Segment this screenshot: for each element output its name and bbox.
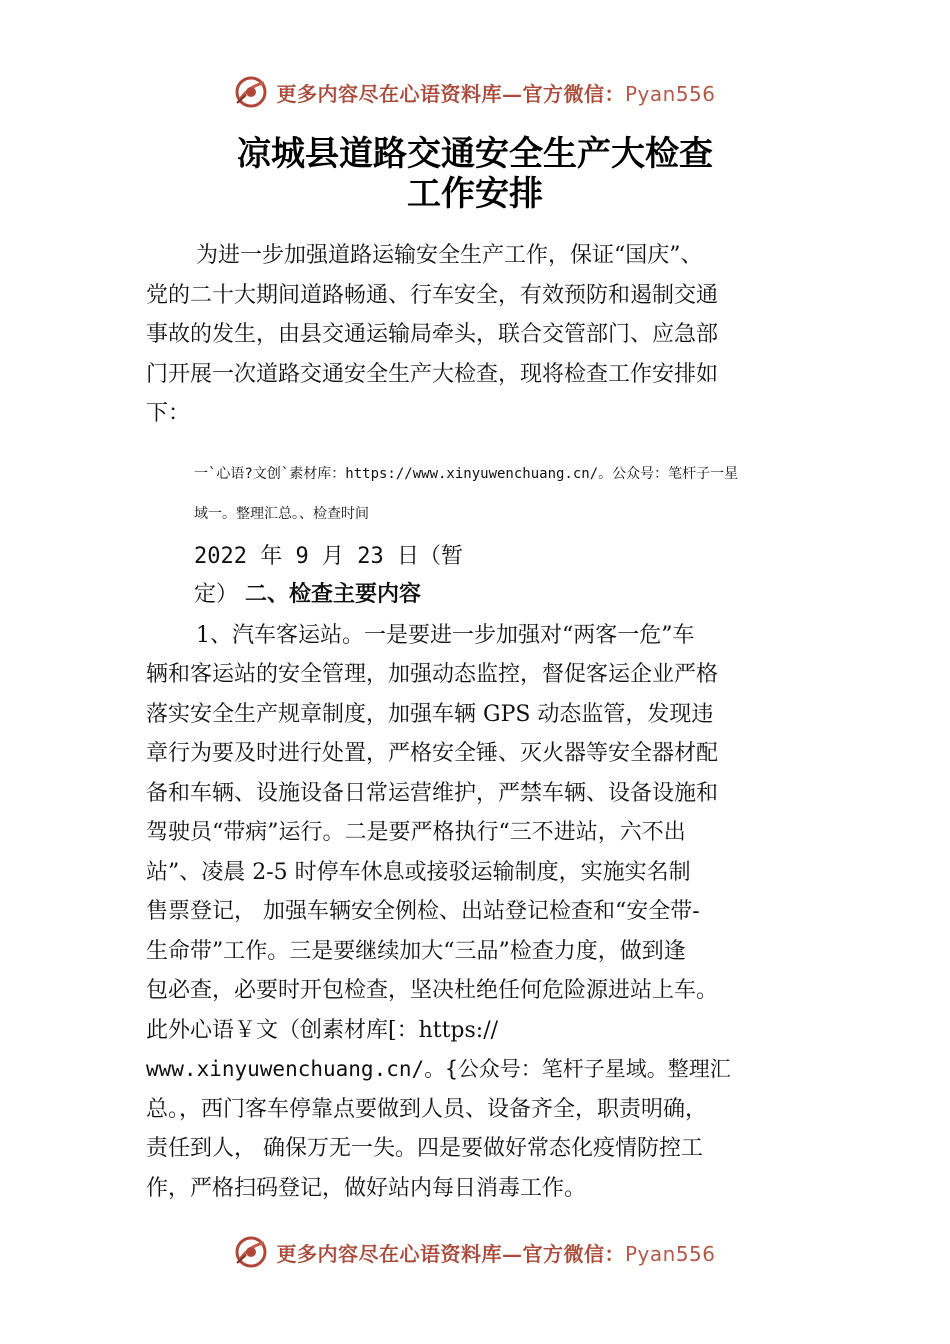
body-line: 责任到人， 确保万无一失。四是要做好常态化疫情防控工 [146,1136,703,1161]
body-line: 生命带”工作。三是要继续加大“三品”检查力度，做到逢 [146,938,686,964]
body-line: 此外心语￥文（创素材库[：https:// [146,1017,499,1043]
body-line: 章行为要及时进行处置，严格安全锤、灭火器等安全器材配 [146,741,719,766]
intro-line: 门开展一次道路交通安全生产大检查，现将检查工作安排如 [146,361,719,387]
body-line: 备和车辆、设施设备日常运营维护，严禁车辆、设备设施和 [146,780,719,806]
banner-text [276,78,715,107]
section-heading: 二、检查主要内容 [245,581,422,607]
date-line-2 [146,576,810,614]
body-line: 总。，西门客车停靠点要做到人员、设备齐全，职责明确， [146,1096,708,1122]
banner-label: 更多内容尽在心语资料库—官方微信： [276,1241,625,1266]
body-line: 1、汽车客运站。一是要进一步加强对“两客一危”车 [196,622,695,648]
watermark-line: 域一。整理汇总。、检查时间 [194,505,369,522]
intro-line: 党的二十大期间道路畅通、行车安全，有效预防和遏制交通 [146,282,719,308]
intro-line: 下： [146,401,191,426]
document-title-line1: 凉城县道路交通安全生产大检查 [237,134,713,174]
date-line: 2022 年 9 月 23 日（暂 [194,543,463,569]
body-line: 辆和客运站的安全管理，加强动态监控，督促客运企业严格 [146,662,719,687]
banner-label: 更多内容尽在心语资料库—官方微信： [276,81,625,106]
body-line: 驾驶员“带病”运行。二是要严格执行“三不进站，六不出 [146,820,686,845]
logo-icon [234,75,268,109]
intro-line: 为进一步加强道路运输安全生产工作，保证“国庆”、 [196,243,703,268]
date-suffix: 定） [194,581,239,607]
logo-icon [234,1235,268,1269]
header-banner [0,72,950,112]
intro-line: 事故的发生，由县交通运输局牵头，联合交管部门、应急部 [146,322,719,347]
document-body [146,236,810,1208]
body-line: 落实安全生产规章制度，加强车辆 GPS 动态监管，发现违 [146,701,714,727]
banner-text [276,1238,715,1267]
banner-wechat-id: Pyan556 [624,1241,716,1266]
body-line: www.xinyuwenchuang.cn/。{公众号：笔杆子星域。整理汇 [146,1057,731,1081]
watermark-line: 一`心语?文创`素材库：https://www.xinyuwenchuang.cn/。公众号：笔杆子一星 [194,465,739,482]
body-line: 作，严格扫码登记，做好站内每日消毒工作。 [146,1175,587,1201]
body-line: 包必查，必要时开包检查，坚决杜绝任何危险源进站上车。 [146,978,719,1003]
document-title-line2: 工作安排 [407,174,543,214]
footer-banner [0,1232,950,1272]
body-line: 售票登记， 加强车辆安全例检、出站登记检查和“安全带- [146,899,700,924]
body-line: 站”、凌晨 2-5 时停车休息或接驳运输制度，实施实名制 [146,859,691,885]
banner-wechat-id: Pyan556 [624,81,716,106]
